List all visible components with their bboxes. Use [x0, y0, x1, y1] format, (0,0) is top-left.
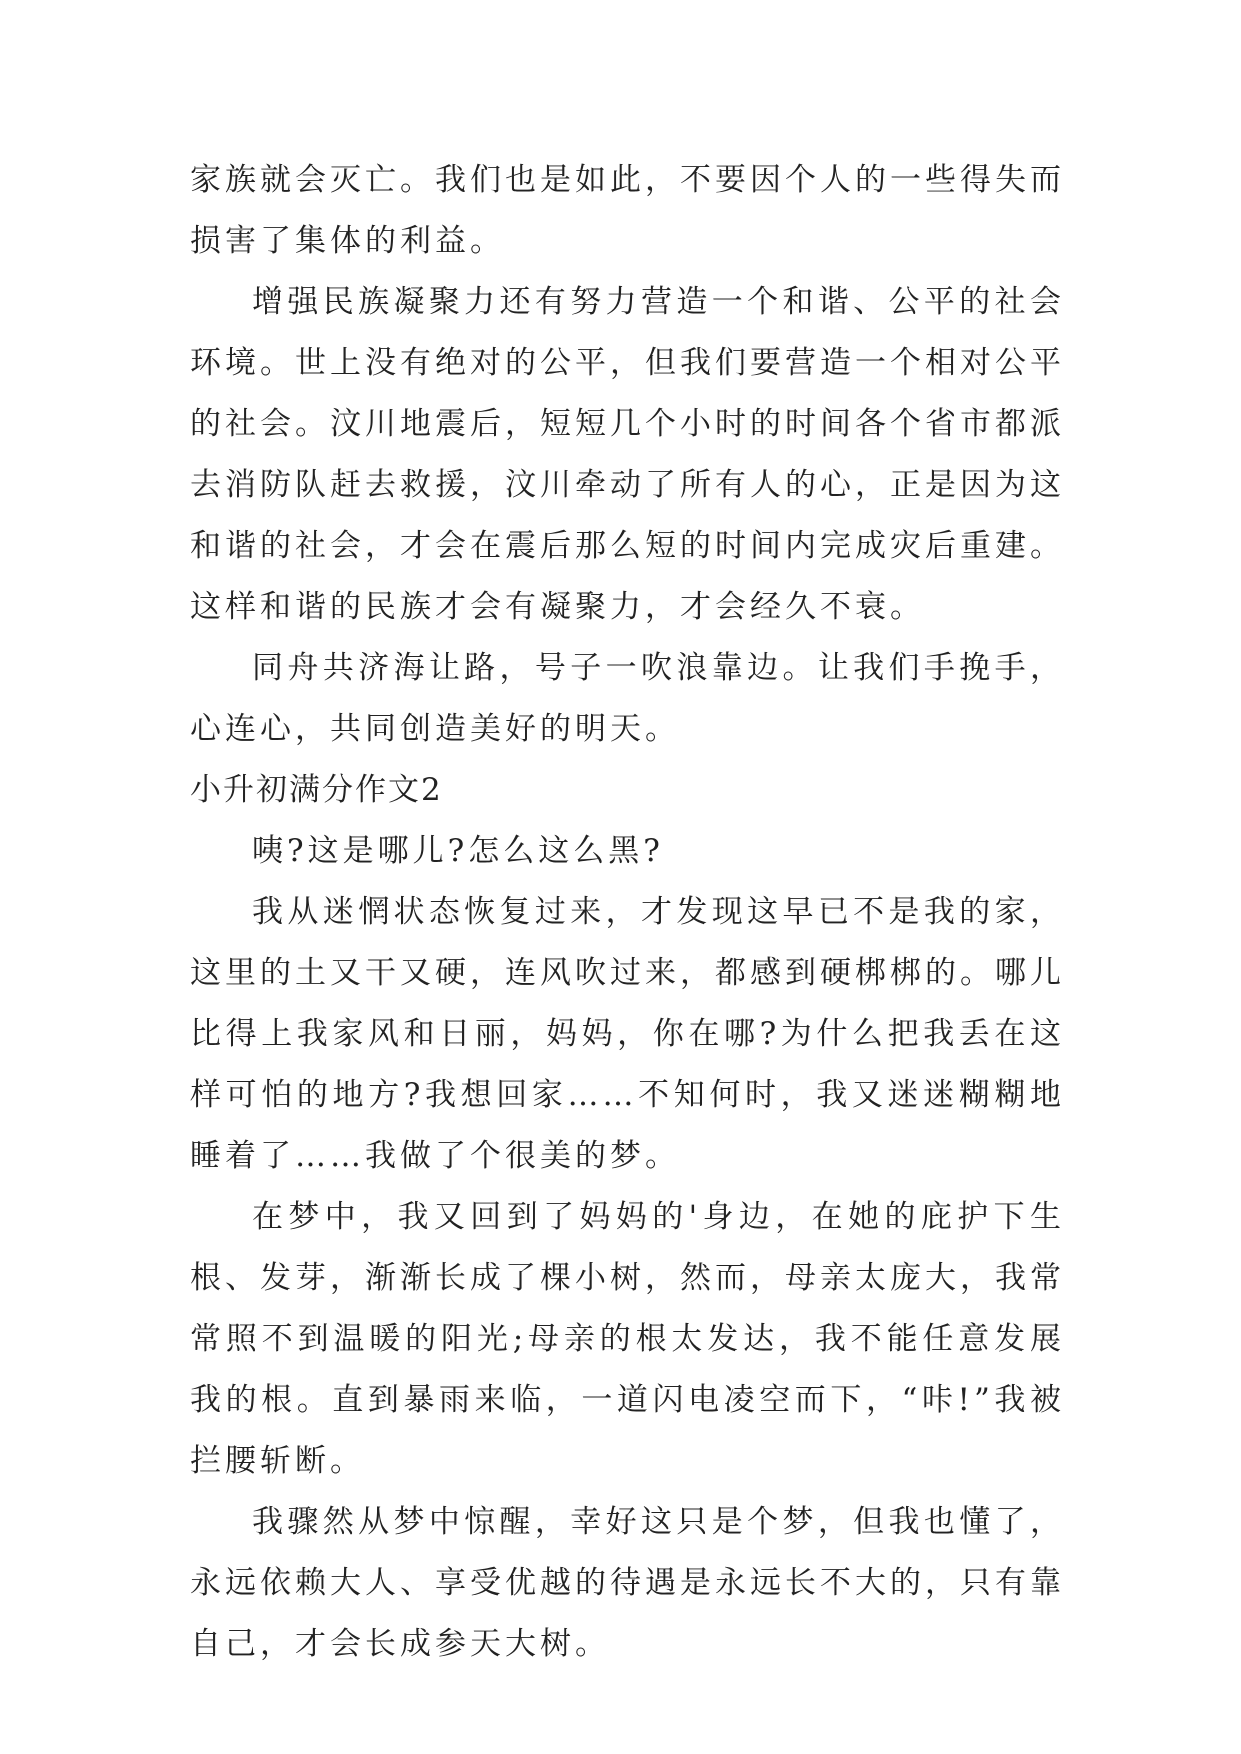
- section-title: 小升初满分作文2: [190, 772, 443, 808]
- paragraph: 我从迷惘状态恢复过来，才发现这早已不是我的家，这里的土又干又硬，连风吹过来，都感到硬梆梆的。哪儿比得上我家风和日丽，妈妈，你在哪?为什么把我丢在这样可怕的地方?我想回家……不知何时，我又迷迷糊糊地睡着了……我做了个很美的梦。: [190, 894, 1065, 1174]
- paragraph: 我骤然从梦中惊醒，幸好这只是个梦，但我也懂了，永远依赖大人、享受优越的待遇是永远长不大的，只有靠自己，才会长成参天大树。: [190, 1504, 1065, 1662]
- paragraph: 咦?这是哪儿?怎么这么黑?: [252, 833, 664, 869]
- paragraph: 同舟共济海让路，号子一吹浪靠边。让我们手挽手，心连心，共同创造美好的明天。: [190, 650, 1065, 747]
- document-body: [190, 150, 1065, 1675]
- paragraph: 在梦中，我又回到了妈妈的'身边，在她的庇护下生根、发芽，渐渐长成了棵小树，然而，母亲太庞大，我常常照不到温暖的阳光;母亲的根太发达，我不能任意发展我的根。直到暴雨来临，一道闪电凌空而下，“咔!”我被拦腰斩断。: [190, 1199, 1065, 1479]
- paragraph: 家族就会灭亡。我们也是如此，不要因个人的一些得失而损害了集体的利益。: [190, 162, 1065, 259]
- paragraph: 增强民族凝聚力还有努力营造一个和谐、公平的社会环境。世上没有绝对的公平，但我们要营造一个相对公平的社会。汶川地震后，短短几个小时的时间各个省市都派去消防队赶去救援，汶川牵动了所有人的心，正是因为这和谐的社会，才会在震后那么短的时间内完成灾后重建。这样和谐的民族才会有凝聚力，才会经久不衰。: [190, 284, 1065, 625]
